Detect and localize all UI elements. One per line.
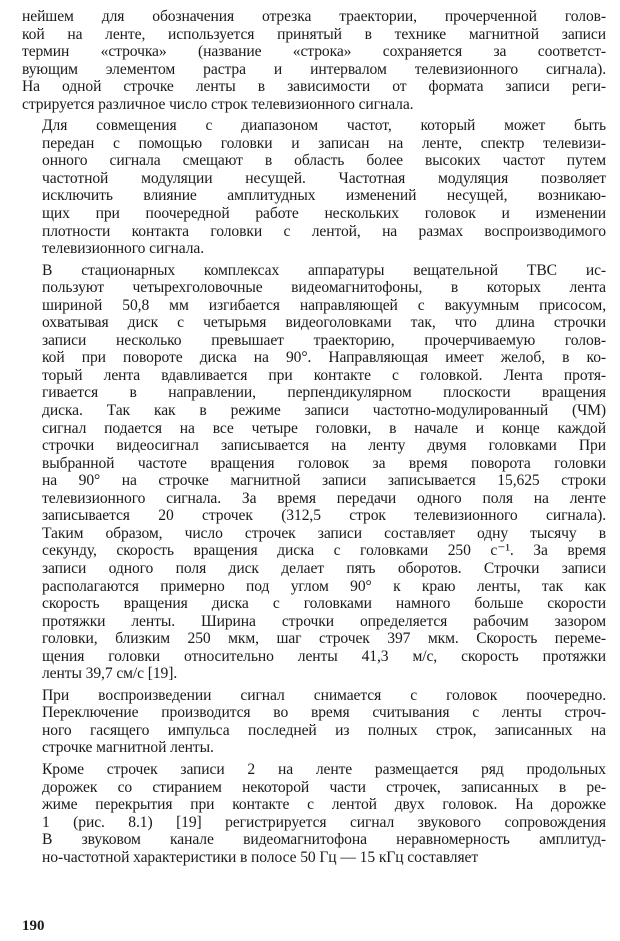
- text-line: торый лента вдавливается при контакте с головкой. Лента протя-: [42, 366, 606, 384]
- text-line: 1 (рис. 8.1) [19] регистрируется сигнал звукового сопровождения: [42, 813, 606, 831]
- text-line: частотной модуляции несущей. Частотная модуляция позволяет: [42, 169, 606, 187]
- text-line: охватывая диск с четырьмя видеоголовками так, что длина строчки: [42, 314, 606, 332]
- text-line: передан с помощью головки и записан на ленте, спектр телевизи-: [42, 134, 606, 152]
- text-line: протяжки ленты. Ширина строчки определяется рабочим зазором: [42, 612, 606, 630]
- text-line: гивается в направлении, перпендикулярном плоскости вращения: [42, 384, 606, 402]
- text-line: Таким образом, число строчек записи составляет одну тысячу в: [42, 524, 606, 542]
- text-line: строчки видеосигнал записывается на ленту двумя головками При: [42, 437, 606, 455]
- text-line: скорость вращения диска с головками намного больше скорости: [42, 595, 606, 613]
- text-line: сигнал подается на все четыре головки, в начале и конце каждой: [42, 419, 606, 437]
- text-line: записывается 20 строчек (312,5 строк телевизионного сигнала).: [42, 507, 606, 525]
- text-line: шириной 50,8 мм изгибается направляющей с вакуумным присосом,: [42, 296, 606, 314]
- text-line: В звуковом канале видеомагнитофона неравномерность амплитуд-: [42, 831, 606, 849]
- text-line: щения головки относительно ленты 41,3 м/с, скорость протяжки: [42, 647, 606, 665]
- text-line: дорожек со стиранием некоторой части строчек, записанных в ре-: [42, 778, 606, 796]
- text-line: вующим элементом растра и интервалом телевизионного сигнала).: [22, 60, 606, 78]
- text-line: плотности контакта головки с лентой, на размах воспроизводимого: [42, 222, 606, 240]
- text-line: нейшем для обозначения отрезка траектории, прочерченной голов-: [22, 8, 606, 25]
- text-line: располагаются примерно под углом 90° к краю ленты, так как: [42, 577, 606, 595]
- text-line: секунду, скорость вращения диска с головками 250 с⁻¹. За время: [42, 542, 606, 560]
- text-line: записи одного поля диск делает пять оборотов. Строчки записи: [42, 559, 606, 577]
- text-line: телевизионного сигнала.: [42, 240, 205, 258]
- text-line: на 90° на строчке магнитной записи записывается 15,625 строки: [42, 472, 606, 490]
- text-line: Для совмещения с диапазоном частот, который может быть: [42, 117, 606, 135]
- text-line: термин «строчка» (название «строка» сохраняется за соответст-: [22, 43, 606, 61]
- text-line: При воспроизведении сигнал снимается с головок поочередно.: [42, 686, 606, 704]
- text-line: Переключение производится во время считывания с ленты строч-: [42, 704, 606, 722]
- paragraph: [22, 687, 606, 757]
- text-line: кой при повороте диска на 90°. Направляющая имеет желоб, в ко-: [42, 349, 606, 367]
- text-line: исключить влияние амплитудных изменений несущей, возникаю-: [42, 187, 606, 205]
- paragraph: [22, 8, 606, 113]
- text-line: записи несколько превышает траекторию, прочерчиваемую голов-: [42, 331, 606, 349]
- text-line: выбранной частоте вращения головок за время поворота головки: [42, 454, 606, 472]
- page-number: 190: [22, 918, 45, 934]
- text-line: В стационарных комплексах аппаратуры вещательной ТВС ис-: [42, 261, 606, 279]
- text-line: онного сигнала смещают в область более высоких частот путем: [42, 152, 606, 170]
- text-line: щих при поочередной работе нескольких головок и изменении: [42, 205, 606, 223]
- text-line: строчке магнитной ленты.: [42, 739, 214, 757]
- text-line: На одной строчке ленты в зависимости от формата записи реги-: [22, 78, 606, 96]
- text-line: диска. Так как в режиме записи частотно-модулированный (ЧМ): [42, 402, 606, 420]
- text-line: телевизионного сигнала. За время передачи одного поля на ленте: [42, 489, 606, 507]
- text-line: стрируется различное число строк телевизионного сигнала.: [22, 95, 414, 113]
- text-line: головки, близким 250 мкм, шаг строчек 397 мкм. Скорость переме-: [42, 630, 606, 648]
- paragraph: [22, 761, 606, 866]
- text-line: кой на ленте, используется принятый в технике магнитной записи: [22, 25, 606, 43]
- text-line: Кроме строчек записи 2 на ленте размещается ряд продольных: [42, 760, 606, 778]
- text-line: ного гасящего импульса последней из полных строк, записанных на: [42, 721, 606, 739]
- text-line: жиме перекрытия при контакте с лентой двух головок. На дорожке: [42, 796, 606, 814]
- text-line: пользуют четырехголовочные видеомагнитофоны, в которых лента: [42, 279, 606, 297]
- text-body: [22, 8, 606, 866]
- text-line: ленты 39,7 см/с [19].: [42, 665, 178, 683]
- paragraph: [22, 262, 606, 683]
- paragraph: [22, 117, 606, 257]
- text-line: но-частотной характеристики в полосе 50 Гц — 15 кГц составляет: [42, 848, 479, 866]
